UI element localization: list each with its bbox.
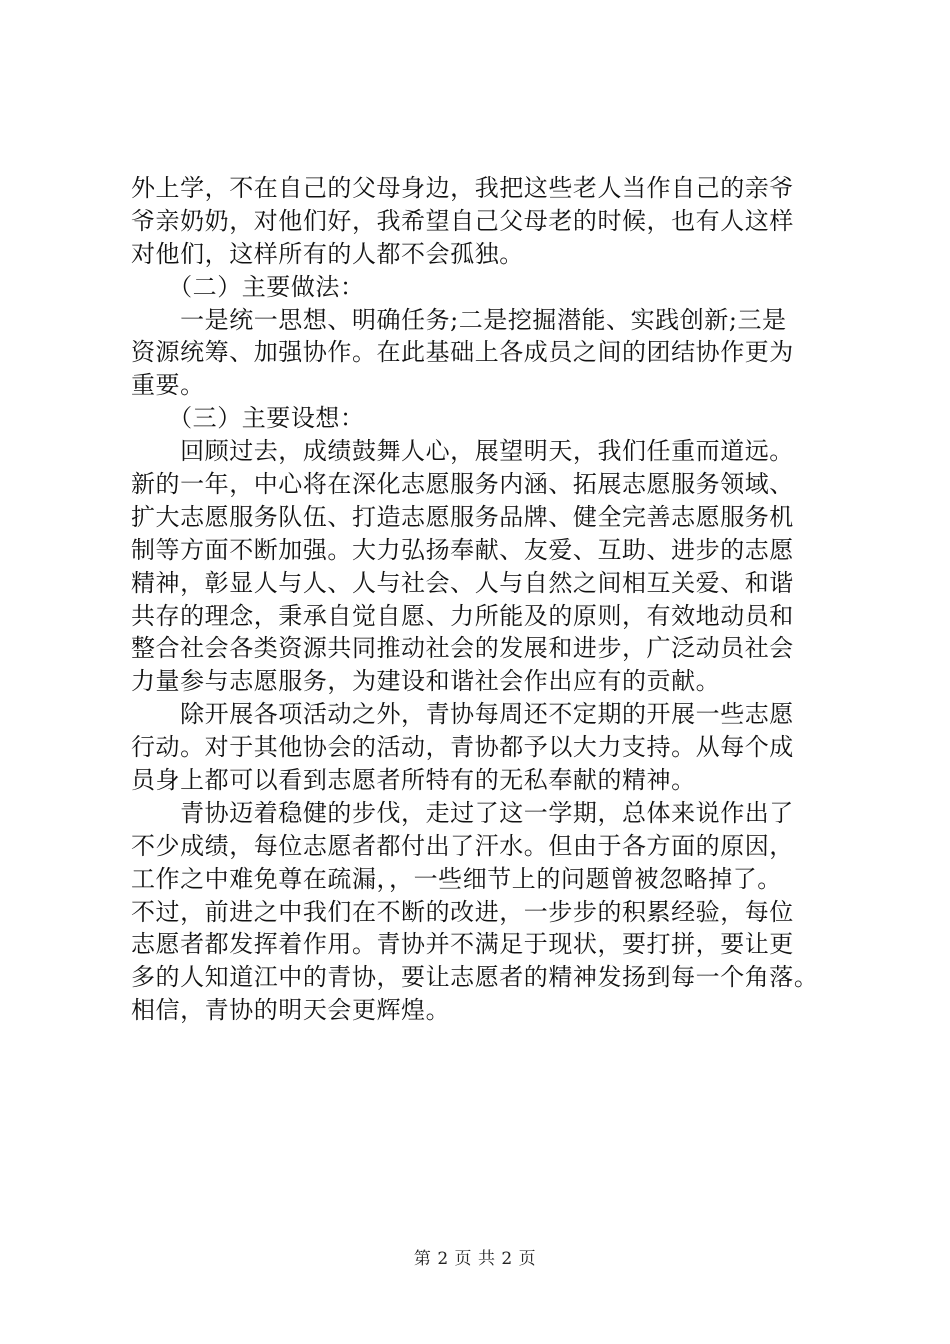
page-number-footer: 第 2 页 共 2 页: [413, 1249, 537, 1269]
text-line: 青协迈着稳健的步伐，走过了这一学期，总体来说作出了: [131, 798, 794, 827]
text-line: 除开展各项活动之外，青协每周还不定期的开展一些志愿: [131, 700, 794, 729]
text-line: 新的一年，中心将在深化志愿服务内涵、拓展志愿服务领域、: [131, 470, 794, 499]
text-line: 外上学，不在自己的父母身边，我把这些老人当作自己的亲爷: [131, 174, 794, 202]
text-line: 志愿者都发挥着作用。青协并不满足于现状，要打拼，要让更: [131, 930, 794, 959]
text-line: 回顾过去，成绩鼓舞人心，展望明天，我们任重而道远。: [131, 437, 794, 466]
section-heading: （二）主要做法：: [131, 272, 365, 301]
text-line: 多的人知道江中的青协，要让志愿者的精神发扬到每一个角落。: [131, 963, 819, 992]
text-line: 重要。: [131, 371, 205, 400]
text-line: 精神，彰显人与人、人与社会、人与自然之间相互关爱、和谐: [131, 568, 794, 597]
text-line: 不过，前进之中我们在不断的改进，一步步的积累经验，每位: [131, 897, 794, 926]
text-line: 制等方面不断加强。大力弘扬奉献、友爱、互助、进步的志愿: [131, 535, 794, 564]
text-line: 资源统筹、加强协作。在此基础上各成员之间的团结协作更为: [131, 338, 794, 367]
text-line: 行动。对于其他协会的活动，青协都予以大力支持。从每个成: [131, 733, 794, 762]
document-body: [131, 172, 831, 1027]
text-line: 工作之中难免尊在疏漏，，一些细节上的问题曾被忽略掉了。: [131, 864, 782, 893]
text-line: 爷亲奶奶，对他们好，我希望自己父母老的时候，也有人这样: [131, 206, 794, 235]
text-line: 力量参与志愿服务，为建设和谐社会作出应有的贡献。: [131, 667, 721, 696]
text-line: 共存的理念，秉承自觉自愿、力所能及的原则，有效地动员和: [131, 601, 794, 630]
text-line: 整合社会各类资源共同推动社会的发展和进步，广泛动员社会: [131, 634, 794, 663]
section-heading: （三）主要设想：: [131, 404, 365, 433]
text-line: 对他们，这样所有的人都不会孤独。: [131, 239, 524, 268]
text-line: 扩大志愿服务队伍、打造志愿服务品牌、健全完善志愿服务机: [131, 502, 794, 531]
text-line: 一是统一思想、明确任务;二是挖掘潜能、实践创新;三是: [131, 305, 787, 334]
text-line: 相信，青协的明天会更辉煌。: [131, 996, 451, 1025]
text-line: 不少成绩，每位志愿者都付出了汗水。但由于各方面的原因，: [131, 831, 794, 860]
text-line: 员身上都可以看到志愿者所特有的无私奉献的精神。: [131, 766, 696, 795]
